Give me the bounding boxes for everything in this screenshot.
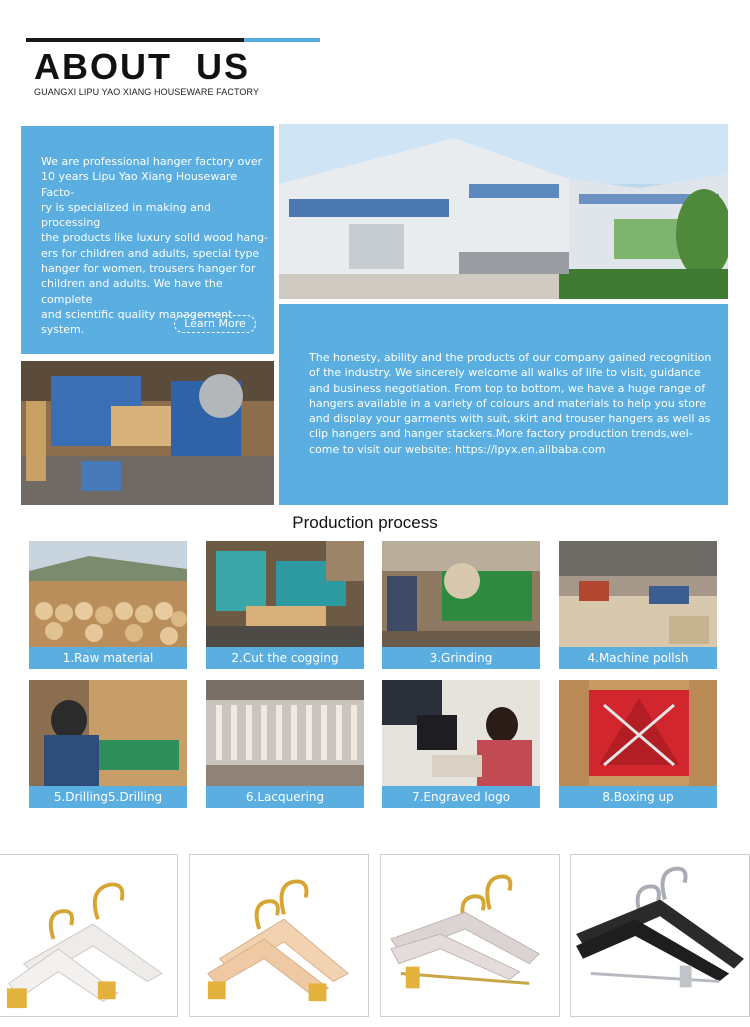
process-step-label: 1.Raw material: [29, 647, 187, 669]
process-step: [206, 680, 364, 808]
about-panel: [279, 304, 728, 505]
process-step: [29, 541, 187, 669]
about-text: [309, 350, 727, 457]
lacquering-photo: [206, 680, 364, 786]
process-step-label: 2.Cut the cogging: [206, 647, 364, 669]
page-subtitle: GUANGXI LIPU YAO XIANG HOUSEWARE FACTORY: [34, 87, 260, 97]
product-natural-hanger[interactable]: [189, 854, 369, 1017]
intro-line: and scientific quality management system.: [41, 307, 233, 337]
process-step-label: 8.Boxing up: [559, 786, 717, 808]
about-line: hangers available in a variety of colours and materials to help you store: [309, 396, 707, 410]
intro-text: [41, 154, 271, 338]
drilling-photo: [29, 680, 187, 786]
intro-line: ers for children and adults, special type: [41, 246, 260, 260]
process-step: [29, 680, 187, 808]
about-line: of the industry. We sincerely welcome all walks of life to visit, guidance: [309, 366, 701, 380]
about-line: The honesty, ability and the products of our company gained recognition: [309, 351, 712, 364]
product-black-hanger[interactable]: [570, 854, 750, 1017]
machine-polish-photo: [559, 541, 717, 647]
about-line: come to visit our website: https://lpyx.en.alibaba.com: [309, 442, 606, 456]
process-step: [382, 680, 540, 808]
process-step-label: 4.Machine pollsh: [559, 647, 717, 669]
about-line: clip hangers and hanger stackers.More factory production trends,wel-: [309, 427, 693, 441]
product-grey-hanger[interactable]: [380, 854, 560, 1017]
process-step-label: 5.Drilling5.Drilling: [29, 786, 187, 808]
intro-line: hanger for women, trousers hanger for: [41, 262, 256, 276]
learn-more-button[interactable]: Learn More: [174, 315, 256, 333]
grinding-photo: [382, 541, 540, 647]
page-title: ABOUT US: [34, 46, 250, 87]
boxing-up-photo: [559, 680, 717, 786]
production-process-title: Production process: [292, 513, 438, 532]
process-step-label: 7.Engraved logo: [382, 786, 540, 808]
product-white-hanger[interactable]: [0, 854, 178, 1017]
workshop-machine-photo: [21, 361, 274, 505]
process-step: [206, 541, 364, 669]
intro-line: We are professional hanger factory over: [41, 155, 263, 168]
intro-line: children and adults. We have the complete: [41, 277, 223, 306]
header-rule-blue: [244, 38, 320, 42]
about-line: and display your garments with suit, skirt and trouser hangers as well as: [309, 412, 711, 426]
engraved-logo-photo: [382, 680, 540, 786]
raw-material-photo: [29, 541, 187, 647]
factory-building-photo: [279, 124, 728, 299]
intro-line: 10 years Lipu Yao Xiang Houseware Facto-: [41, 170, 238, 199]
process-step: [559, 680, 717, 808]
intro-line: the products like luxury solid wood hang-: [41, 231, 269, 245]
process-step: [559, 541, 717, 669]
intro-line: ry is specialized in making and processing: [41, 200, 211, 230]
header-rule-dark: [26, 38, 244, 42]
process-step: [382, 541, 540, 669]
process-step-label: 6.Lacquering: [206, 786, 364, 808]
cut-cogging-photo: [206, 541, 364, 647]
about-line: and business negotiation. From top to bottom, we have a huge range of: [309, 381, 706, 395]
process-step-label: 3.Grinding: [382, 647, 540, 669]
